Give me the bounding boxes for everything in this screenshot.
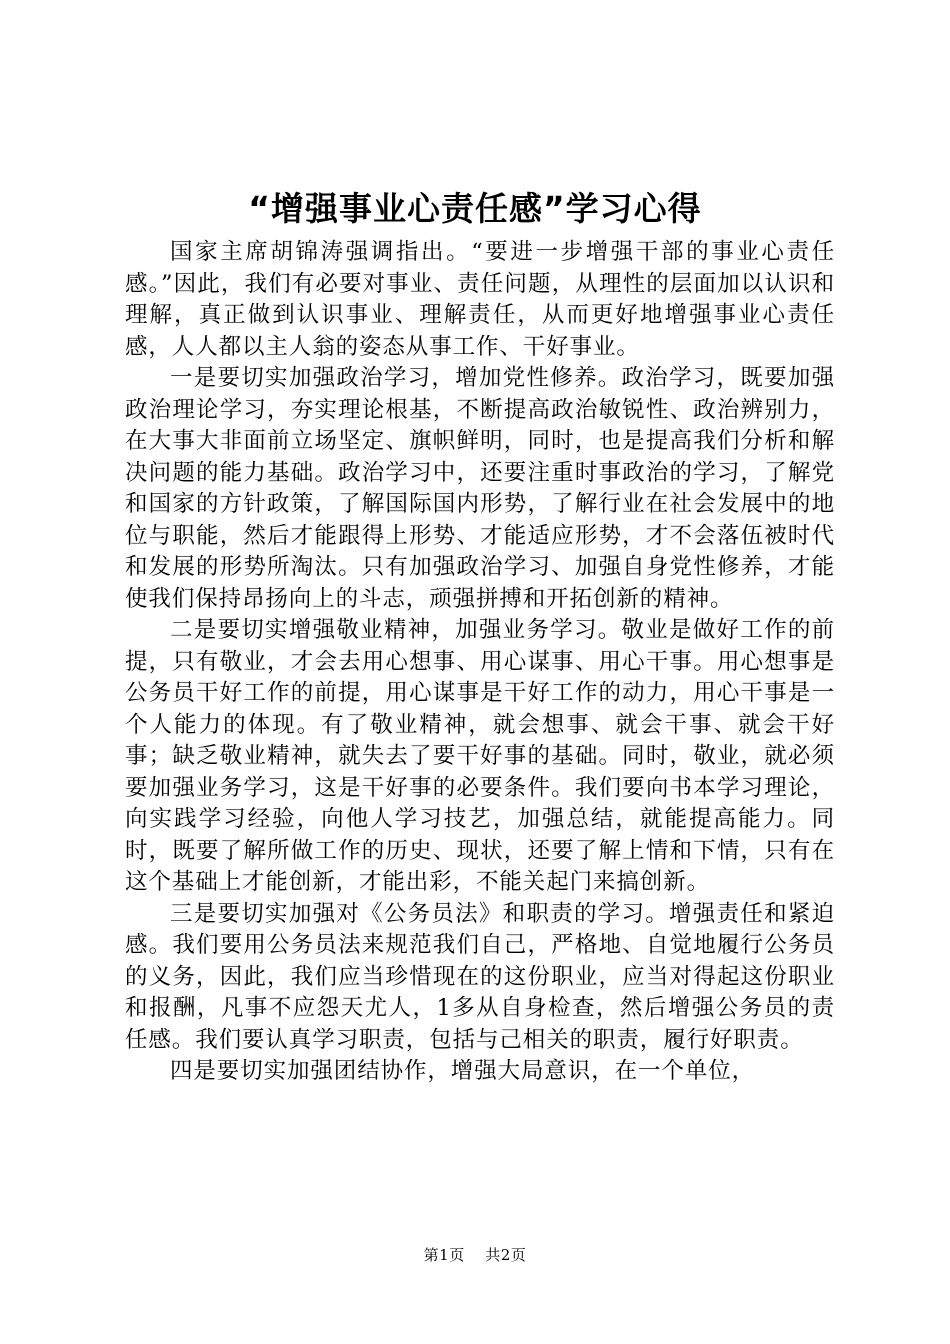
body-paragraph: 四是要切实加强团结协作，增强大局意识，在一个单位， (170, 1058, 756, 1084)
page-number-total: 共2页 (485, 1246, 527, 1264)
body-paragraph: 国家主席胡锦涛强调指出。“要进一步增强干部的事业心责任感。”因此，我们有必要对事业、责任问题，从理性的层面加以认识和理解，真正做到认识事业、理解责任，从而更好地增强事业心责任感，人人都以主人翁的姿态从事工作、干好事业。 (125, 239, 835, 360)
body-paragraph: 三是要切实加强对《公务员法》和职责的学习。增强责任和紧迫感。我们要用公务员法来规范我们自己，严格地、自觉地履行公务员的义务，因此，我们应当珍惜现在的这份职业，应当对得起这份职业和报酬，凡事不应怨天尤人，1多从自身检查，然后增强公务员的责任感。我们要认真学习职责，包括与己相关的职责，履行好职责。 (125, 900, 835, 1053)
page-number-current: 第1页 (423, 1246, 465, 1264)
page-footer (0, 1244, 950, 1266)
document-title: “增强事业心责任感”学习心得 (248, 189, 702, 228)
body-paragraph: 二是要切实增强敬业精神，加强业务学习。敬业是做好工作的前提，只有敬业，才会去用心想事、用心谋事、用心干事。用心想事是公务员干好工作的前提，用心谋事是干好工作的动力，用心干事是一个人能力的体现。有了敬业精神，就会想事、就会干事、就会干好事；缺乏敬业精神，就失去了要干好事的基础。同时，敬业，就必须要加强业务学习，这是干好事的必要条件。我们要向书本学习理论，向实践学习经验，向他人学习技艺，加强总结，就能提高能力。同时，既要了解所做工作的历史、现状，还要了解上情和下情，只有在这个基础上才能创新，才能出彩，不能关起门来搞创新。 (125, 617, 835, 895)
body-paragraph: 一是要切实加强政治学习，增加党性修养。政治学习，既要加强政治理论学习，夯实理论根基，不断提高政治敏锐性、政治辨别力，在大事大非面前立场坚定、旗帜鲜明，同时，也是提高我们分析和解决问题的能力基础。政治学习中，还要注重时事政治的学习，了解党和国家的方针政策，了解国际国内形势，了解行业在社会发展中的地位与职能，然后才能跟得上形势、才能适应形势，才不会落伍被时代和发展的形势所淘汰。只有加强政治学习、加强自身党性修养，才能使我们保持昂扬向上的斗志，顽强拼搏和开拓创新的精神。 (125, 365, 835, 612)
document-body (125, 237, 835, 1088)
